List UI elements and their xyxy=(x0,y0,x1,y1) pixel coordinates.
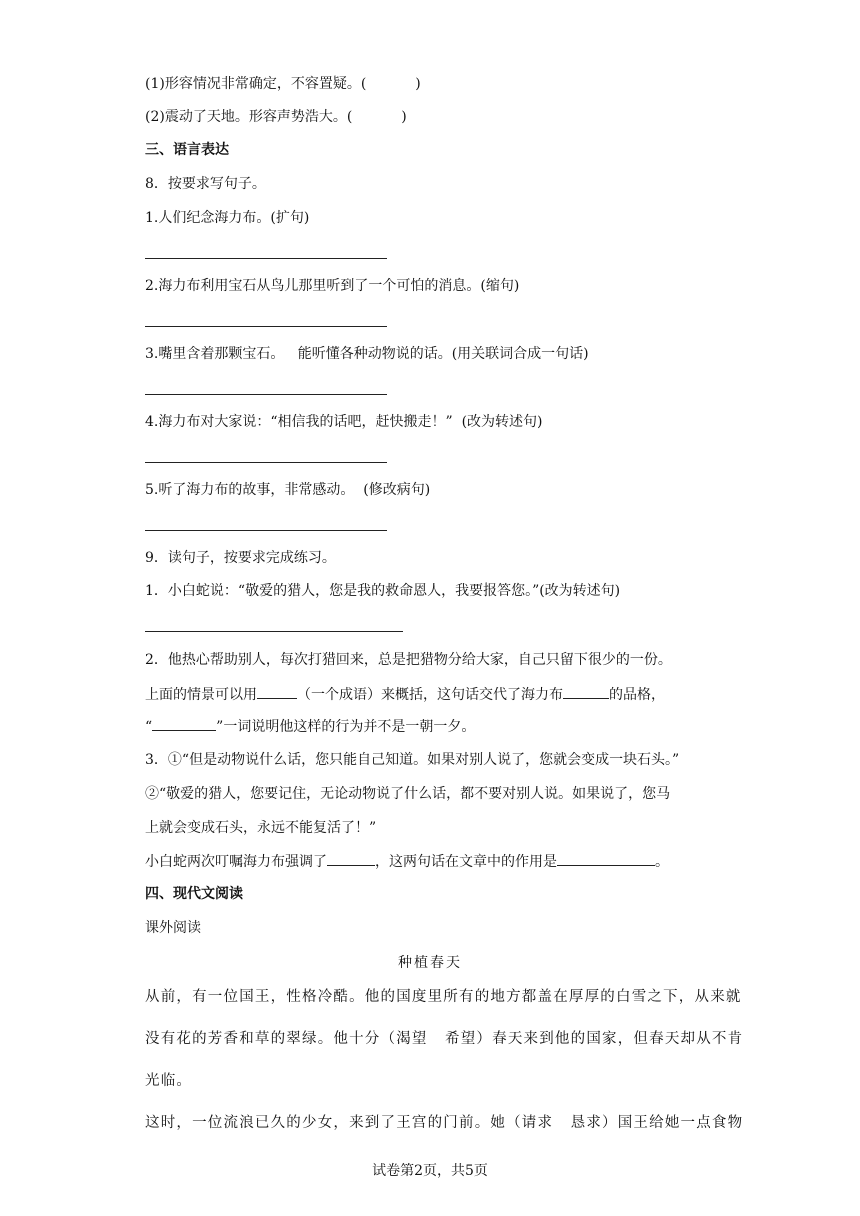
passage-line: 从前，有一位国王，性格冷酷。他的国度里所有的地方都盖在厚厚的白雪之下，从来就 xyxy=(145,989,742,1005)
fill-blank[interactable] xyxy=(257,684,297,699)
answer-blank[interactable] xyxy=(145,326,387,327)
sub-question: 3.嘴里含着那颗宝石。 能听懂各种动物说的话。(用关联词合成一句话) xyxy=(145,346,589,362)
question-prompt: 8．按要求写句子。 xyxy=(145,176,266,192)
answer-blank[interactable] xyxy=(145,462,387,463)
text-segment: 上面的情景可以用 xyxy=(145,687,257,703)
quote-line: 上就会变成石头，永远不能复活了！” xyxy=(145,820,377,836)
passage-line: 这时，一位流浪已久的少女，来到了王宫的门前。她（请求 恳求）国王给她一点食物 xyxy=(145,1115,744,1131)
sub-question: 1.人们纪念海力布。(扩句) xyxy=(145,210,310,226)
text-segment: ”一词说明他这样的行为并不是一朝一夕。 xyxy=(216,719,476,735)
text-segment: 。 xyxy=(655,854,669,870)
sub-question: 2．他热心帮助别人，每次打猎回来，总是把猎物分给大家，自己只留下很少的一份。 xyxy=(145,652,672,668)
sub-question: 3．①“但是动物说什么话，您只能自己知道。如果对别人说了，您就会变成一块石头。” xyxy=(145,752,680,768)
text-segment: 小白蛇两次叮嘱海力布强调了 xyxy=(145,854,327,870)
text-segment: ，这两句话在文章中的作用是 xyxy=(375,854,557,870)
fill-in-line xyxy=(145,684,665,705)
sub-question: 5.听了海力布的故事，非常感动。 (修改病句) xyxy=(145,482,431,498)
subheading: 课外阅读 xyxy=(145,920,201,936)
section-heading: 四、现代文阅读 xyxy=(145,886,243,902)
question-item: (2)震动了天地。形容声势浩大。( ) xyxy=(145,109,407,125)
text-segment: 的品格， xyxy=(609,687,665,703)
fill-blank[interactable] xyxy=(152,716,216,731)
fill-blank[interactable] xyxy=(327,851,375,866)
quote-line: ②“敬爱的猎人，您要记住，无论动物说了什么话，都不要对别人说。如果说了，您马 xyxy=(145,786,671,802)
passage-title: 种植春天 xyxy=(398,955,462,971)
passage-line: 没有花的芳香和草的翠绿。他十分（渴望 希望）春天来到他的国家，但春天却从不肯 xyxy=(145,1031,744,1047)
answer-blank[interactable] xyxy=(145,530,387,531)
text-segment: “ xyxy=(145,719,153,735)
passage-line: 光临。 xyxy=(145,1073,193,1089)
answer-blank[interactable] xyxy=(145,631,403,632)
fill-blank[interactable] xyxy=(563,684,609,699)
sub-question: 1．小白蛇说：“敬爱的猎人，您是我的救命恩人，我要报答您。”(改为转述句) xyxy=(145,583,621,599)
answer-blank[interactable] xyxy=(145,394,387,395)
sub-question: 4.海力布对大家说：“相信我的话吧，赶快搬走！” (改为转述句) xyxy=(145,414,543,430)
question-prompt: 9．读句子，按要求完成练习。 xyxy=(145,550,336,566)
answer-blank[interactable] xyxy=(145,258,387,259)
sub-question: 2.海力布利用宝石从鸟儿那里听到了一个可怕的消息。(缩句) xyxy=(145,278,520,294)
text-segment: （一个成语）来概括，这句话交代了海力布 xyxy=(297,687,563,703)
section-heading: 三、语言表达 xyxy=(145,142,229,158)
fill-blank[interactable] xyxy=(557,851,655,866)
page-footer: 试卷第2页，共5页 xyxy=(372,1163,488,1179)
fill-in-line xyxy=(145,716,475,737)
fill-in-line xyxy=(145,851,669,872)
question-item: (1)形容情况非常确定，不容置疑。( ) xyxy=(145,76,421,92)
